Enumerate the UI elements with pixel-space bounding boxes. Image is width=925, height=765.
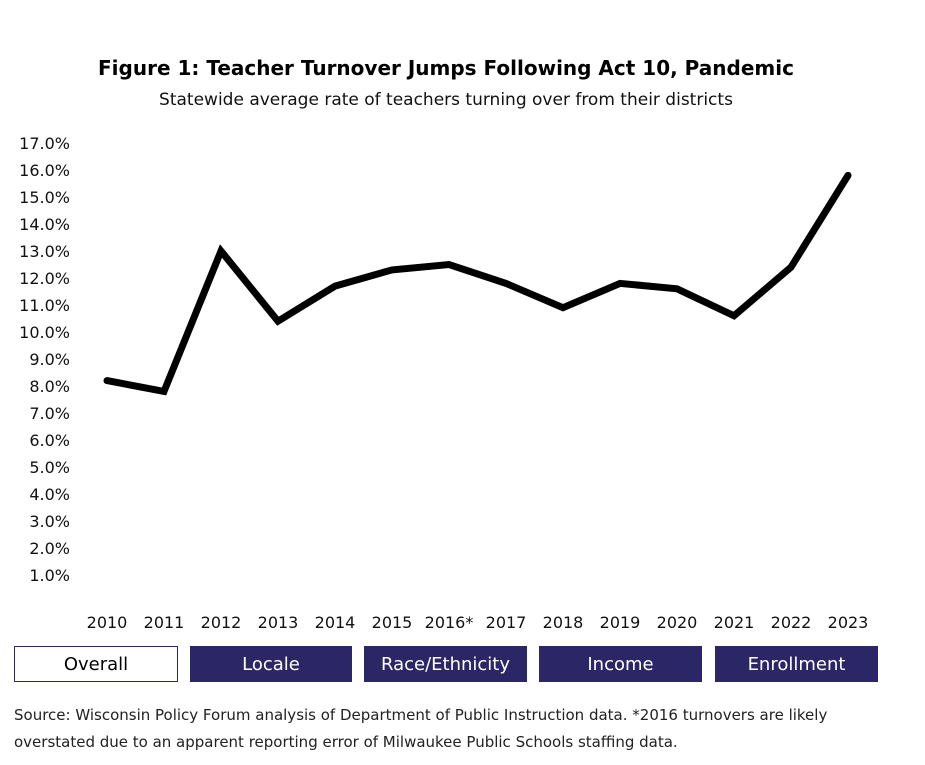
- x-tick-label: 2014: [314, 613, 356, 632]
- x-tick-label: 2010: [86, 613, 128, 632]
- series-layer: [107, 175, 848, 391]
- x-tick-label: 2018: [542, 613, 584, 632]
- x-tick-label: 2013: [257, 613, 299, 632]
- y-tick-label: 1.0%: [29, 566, 70, 585]
- y-tick-label: 16.0%: [19, 161, 70, 180]
- x-tick-label: 2023: [827, 613, 869, 632]
- y-tick-label: 2.0%: [29, 539, 70, 558]
- tab-income[interactable]: Income: [539, 646, 702, 682]
- y-tick-label: 6.0%: [29, 431, 70, 450]
- y-tick-label: 12.0%: [19, 269, 70, 288]
- x-tick-label: 2011: [143, 613, 185, 632]
- y-tick-label: 4.0%: [29, 485, 70, 504]
- y-tick-label: 8.0%: [29, 377, 70, 396]
- y-tick-label: 9.0%: [29, 350, 70, 369]
- x-tick-label: 2021: [713, 613, 755, 632]
- y-tick-label: 11.0%: [19, 296, 70, 315]
- x-tick-label: 2020: [656, 613, 698, 632]
- x-tick-label: 2019: [599, 613, 641, 632]
- y-tick-label: 3.0%: [29, 512, 70, 531]
- chart-subtitle: Statewide average rate of teachers turning over from their districts: [159, 90, 733, 110]
- y-tick-label: 15.0%: [19, 188, 70, 207]
- x-tick-label: 2017: [485, 613, 527, 632]
- y-tick-label: 7.0%: [29, 404, 70, 423]
- x-tick-label: 2015: [371, 613, 413, 632]
- y-tick-label: 17.0%: [19, 134, 70, 153]
- tab-enrollment[interactable]: Enrollment: [715, 646, 878, 682]
- tab-overall[interactable]: Overall: [14, 646, 178, 682]
- tab-locale[interactable]: Locale: [190, 646, 352, 682]
- x-tick-label: 2012: [200, 613, 242, 632]
- y-tick-label: 13.0%: [19, 242, 70, 261]
- y-tick-label: 14.0%: [19, 215, 70, 234]
- tab-race-ethnicity[interactable]: Race/Ethnicity: [364, 646, 527, 682]
- view-tabs: [14, 646, 878, 682]
- y-tick-label: 5.0%: [29, 458, 70, 477]
- y-tick-label: 10.0%: [19, 323, 70, 342]
- x-tick-label: 2016*: [424, 613, 474, 632]
- x-axis: [87, 613, 869, 632]
- y-axis: [19, 134, 70, 585]
- chart-title: Figure 1: Teacher Turnover Jumps Following Act 10, Pandemic: [98, 56, 794, 80]
- series-line: [107, 175, 848, 391]
- source-note: Source: Wisconsin Policy Forum analysis of Department of Public Instruction data. *2016 turnovers are likely overstated due to an apparent reporting error of Milwaukee Public Schools staffing data.: [14, 706, 828, 751]
- x-tick-label: 2022: [770, 613, 812, 632]
